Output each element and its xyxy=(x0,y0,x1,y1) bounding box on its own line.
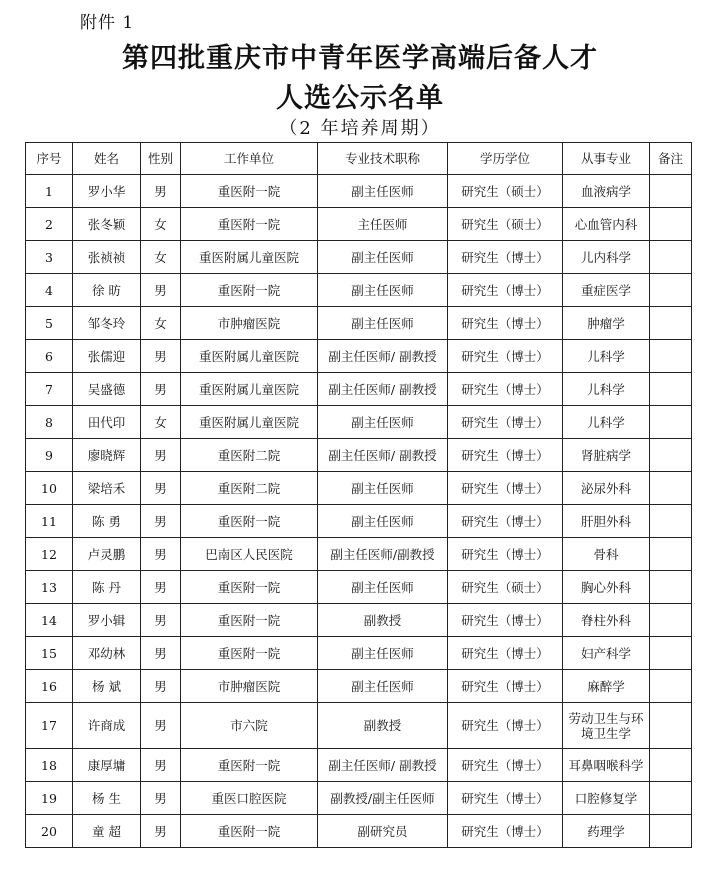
candidate-table xyxy=(25,142,692,848)
cell-workplace: 重医附一院 xyxy=(181,749,318,782)
cell-workplace: 重医附二院 xyxy=(181,439,318,472)
table-row xyxy=(26,373,692,406)
table-row xyxy=(26,749,692,782)
cell-remarks xyxy=(650,703,692,749)
cell-index: 4 xyxy=(26,274,73,307)
cell-gender: 男 xyxy=(141,472,181,505)
header-specialty: 从事专业 xyxy=(563,143,650,175)
cell-workplace: 市六院 xyxy=(181,703,318,749)
table-row xyxy=(26,637,692,670)
cell-title: 主任医师 xyxy=(318,208,448,241)
cell-specialty: 血液病学 xyxy=(563,175,650,208)
cell-workplace: 重医附一院 xyxy=(181,274,318,307)
cell-specialty: 重症医学 xyxy=(563,274,650,307)
cell-remarks xyxy=(650,815,692,848)
table-row xyxy=(26,439,692,472)
cell-specialty: 妇产科学 xyxy=(563,637,650,670)
table-row xyxy=(26,538,692,571)
cell-index: 8 xyxy=(26,406,73,439)
cell-gender: 女 xyxy=(141,241,181,274)
cell-degree: 研究生（博士） xyxy=(448,307,563,340)
table-row xyxy=(26,571,692,604)
cell-gender: 男 xyxy=(141,637,181,670)
cell-degree: 研究生（博士） xyxy=(448,406,563,439)
cell-name: 陈 丹 xyxy=(73,571,141,604)
table-row xyxy=(26,505,692,538)
header-title: 专业技术职称 xyxy=(318,143,448,175)
cell-name: 陈 勇 xyxy=(73,505,141,538)
cell-gender: 女 xyxy=(141,307,181,340)
cell-name: 杨 斌 xyxy=(73,670,141,703)
cell-workplace: 巴南区人民医院 xyxy=(181,538,318,571)
cell-specialty: 劳动卫生与环境卫生学 xyxy=(563,703,650,749)
cell-title: 副教授 xyxy=(318,703,448,749)
cell-name: 徐 昉 xyxy=(73,274,141,307)
cell-specialty: 心血管内科 xyxy=(563,208,650,241)
cell-remarks xyxy=(650,604,692,637)
cell-index: 17 xyxy=(26,703,73,749)
cell-remarks xyxy=(650,670,692,703)
cell-index: 11 xyxy=(26,505,73,538)
cell-title: 副主任医师 xyxy=(318,505,448,538)
cell-title: 副主任医师 xyxy=(318,472,448,505)
cell-title: 副主任医师 xyxy=(318,406,448,439)
cell-specialty: 儿科学 xyxy=(563,340,650,373)
cell-title: 副主任医师 xyxy=(318,637,448,670)
cell-remarks xyxy=(650,274,692,307)
cell-remarks xyxy=(650,373,692,406)
cell-degree: 研究生（博士） xyxy=(448,241,563,274)
cell-remarks xyxy=(650,439,692,472)
table-row xyxy=(26,472,692,505)
cell-degree: 研究生（博士） xyxy=(448,703,563,749)
table-row xyxy=(26,241,692,274)
cell-specialty: 耳鼻咽喉科学 xyxy=(563,749,650,782)
cell-name: 田代印 xyxy=(73,406,141,439)
cell-gender: 男 xyxy=(141,604,181,637)
cell-title: 副主任医师/ 副教授 xyxy=(318,749,448,782)
cell-gender: 男 xyxy=(141,274,181,307)
cell-title: 副主任医师 xyxy=(318,241,448,274)
cell-workplace: 重医附属儿童医院 xyxy=(181,406,318,439)
cell-gender: 男 xyxy=(141,538,181,571)
cell-remarks xyxy=(650,307,692,340)
cell-title: 副研究员 xyxy=(318,815,448,848)
cell-degree: 研究生（博士） xyxy=(448,637,563,670)
cell-title: 副主任医师/ 副教授 xyxy=(318,373,448,406)
cell-title: 副主任医师 xyxy=(318,274,448,307)
cell-workplace: 重医附一院 xyxy=(181,815,318,848)
cell-remarks xyxy=(650,749,692,782)
cell-degree: 研究生（硕士） xyxy=(448,571,563,604)
cell-gender: 男 xyxy=(141,175,181,208)
cell-gender: 男 xyxy=(141,571,181,604)
cell-specialty: 儿内科学 xyxy=(563,241,650,274)
cell-remarks xyxy=(650,241,692,274)
cell-name: 罗小华 xyxy=(73,175,141,208)
cell-degree: 研究生（博士） xyxy=(448,749,563,782)
cell-index: 20 xyxy=(26,815,73,848)
cell-degree: 研究生（博士） xyxy=(448,340,563,373)
cell-title: 副教授 xyxy=(318,604,448,637)
cell-specialty: 肾脏病学 xyxy=(563,439,650,472)
cell-title: 副主任医师/ 副教授 xyxy=(318,340,448,373)
cell-workplace: 重医附一院 xyxy=(181,604,318,637)
cell-index: 10 xyxy=(26,472,73,505)
cell-remarks xyxy=(650,340,692,373)
cell-workplace: 重医附属儿童医院 xyxy=(181,241,318,274)
table-row xyxy=(26,604,692,637)
cell-title: 副教授/副主任医师 xyxy=(318,782,448,815)
cell-index: 13 xyxy=(26,571,73,604)
cell-degree: 研究生（硕士） xyxy=(448,208,563,241)
cell-degree: 研究生（博士） xyxy=(448,472,563,505)
cell-remarks xyxy=(650,505,692,538)
cell-name: 邹冬玲 xyxy=(73,307,141,340)
cell-remarks xyxy=(650,406,692,439)
cell-degree: 研究生（硕士） xyxy=(448,175,563,208)
table-row xyxy=(26,406,692,439)
table-row xyxy=(26,782,692,815)
header-name: 姓名 xyxy=(73,143,141,175)
cell-gender: 男 xyxy=(141,670,181,703)
cell-remarks xyxy=(650,472,692,505)
cell-workplace: 重医附一院 xyxy=(181,505,318,538)
cell-title: 副主任医师/ 副教授 xyxy=(318,439,448,472)
cell-remarks xyxy=(650,782,692,815)
cell-index: 1 xyxy=(26,175,73,208)
cell-degree: 研究生（博士） xyxy=(448,505,563,538)
table-row xyxy=(26,175,692,208)
cell-workplace: 市肿瘤医院 xyxy=(181,670,318,703)
cell-specialty: 药理学 xyxy=(563,815,650,848)
cell-index: 16 xyxy=(26,670,73,703)
table-row xyxy=(26,208,692,241)
cell-workplace: 重医附属儿童医院 xyxy=(181,373,318,406)
cell-specialty: 口腔修复学 xyxy=(563,782,650,815)
cell-index: 3 xyxy=(26,241,73,274)
cell-specialty: 脊柱外科 xyxy=(563,604,650,637)
cell-workplace: 重医附二院 xyxy=(181,472,318,505)
header-index: 序号 xyxy=(26,143,73,175)
cell-name: 邓幼林 xyxy=(73,637,141,670)
document-title-line1: 第四批重庆市中青年医学高端后备人才 xyxy=(122,43,598,74)
cell-specialty: 儿科学 xyxy=(563,406,650,439)
cell-gender: 女 xyxy=(141,406,181,439)
cell-name: 张儒迎 xyxy=(73,340,141,373)
cell-gender: 男 xyxy=(141,749,181,782)
cell-index: 7 xyxy=(26,373,73,406)
cell-name: 廖晓辉 xyxy=(73,439,141,472)
cell-gender: 男 xyxy=(141,703,181,749)
table-row xyxy=(26,274,692,307)
header-remarks: 备注 xyxy=(650,143,692,175)
document-title-line2: 人选公示名单 xyxy=(276,83,444,114)
cell-gender: 男 xyxy=(141,815,181,848)
cell-degree: 研究生（博士） xyxy=(448,670,563,703)
cell-workplace: 重医附属儿童医院 xyxy=(181,340,318,373)
cell-name: 吴盛德 xyxy=(73,373,141,406)
cell-specialty: 肝胆外科 xyxy=(563,505,650,538)
cell-specialty: 骨科 xyxy=(563,538,650,571)
cell-title: 副主任医师 xyxy=(318,571,448,604)
cell-specialty: 肿瘤学 xyxy=(563,307,650,340)
cell-name: 杨 生 xyxy=(73,782,141,815)
cell-index: 15 xyxy=(26,637,73,670)
cell-remarks xyxy=(650,637,692,670)
cell-remarks xyxy=(650,538,692,571)
cell-degree: 研究生（博士） xyxy=(448,604,563,637)
cell-title: 副主任医师 xyxy=(318,175,448,208)
cell-index: 9 xyxy=(26,439,73,472)
cell-workplace: 重医附一院 xyxy=(181,571,318,604)
cell-remarks xyxy=(650,208,692,241)
cell-name: 许商成 xyxy=(73,703,141,749)
table-row xyxy=(26,815,692,848)
cell-title: 副主任医师/副教授 xyxy=(318,538,448,571)
header-workplace: 工作单位 xyxy=(181,143,318,175)
cell-name: 卢灵鹏 xyxy=(73,538,141,571)
cell-specialty: 泌尿外科 xyxy=(563,472,650,505)
cell-specialty: 儿科学 xyxy=(563,373,650,406)
cell-index: 14 xyxy=(26,604,73,637)
cell-index: 19 xyxy=(26,782,73,815)
cell-workplace: 重医附一院 xyxy=(181,175,318,208)
header-gender: 性别 xyxy=(141,143,181,175)
cell-workplace: 重医口腔医院 xyxy=(181,782,318,815)
cell-specialty: 胸心外科 xyxy=(563,571,650,604)
cell-degree: 研究生（博士） xyxy=(448,538,563,571)
table-row xyxy=(26,670,692,703)
cell-remarks xyxy=(650,571,692,604)
cell-degree: 研究生（博士） xyxy=(448,815,563,848)
cell-gender: 男 xyxy=(141,340,181,373)
cell-title: 副主任医师 xyxy=(318,670,448,703)
cell-index: 5 xyxy=(26,307,73,340)
cell-name: 张冬颖 xyxy=(73,208,141,241)
cell-workplace: 重医附一院 xyxy=(181,208,318,241)
cell-index: 12 xyxy=(26,538,73,571)
table-row xyxy=(26,340,692,373)
cell-index: 6 xyxy=(26,340,73,373)
cell-workplace: 市肿瘤医院 xyxy=(181,307,318,340)
cell-index: 18 xyxy=(26,749,73,782)
table-row xyxy=(26,703,692,749)
cell-name: 罗小辑 xyxy=(73,604,141,637)
cell-specialty: 麻醉学 xyxy=(563,670,650,703)
table-header-row xyxy=(26,143,692,175)
cell-gender: 男 xyxy=(141,505,181,538)
cell-degree: 研究生（博士） xyxy=(448,782,563,815)
cell-gender: 男 xyxy=(141,439,181,472)
cell-name: 童 超 xyxy=(73,815,141,848)
cell-degree: 研究生（博士） xyxy=(448,439,563,472)
attachment-label: 附件 1 xyxy=(80,13,135,33)
cell-gender: 女 xyxy=(141,208,181,241)
cell-workplace: 重医附一院 xyxy=(181,637,318,670)
cell-gender: 男 xyxy=(141,782,181,815)
training-period-subtitle: （2 年培养周期） xyxy=(279,118,441,139)
header-degree: 学历学位 xyxy=(448,143,563,175)
table-row xyxy=(26,307,692,340)
cell-remarks xyxy=(650,175,692,208)
cell-degree: 研究生（博士） xyxy=(448,373,563,406)
cell-name: 梁培禾 xyxy=(73,472,141,505)
cell-title: 副主任医师 xyxy=(318,307,448,340)
cell-name: 康厚墉 xyxy=(73,749,141,782)
cell-gender: 男 xyxy=(141,373,181,406)
cell-index: 2 xyxy=(26,208,73,241)
cell-degree: 研究生（博士） xyxy=(448,274,563,307)
cell-name: 张祯祯 xyxy=(73,241,141,274)
